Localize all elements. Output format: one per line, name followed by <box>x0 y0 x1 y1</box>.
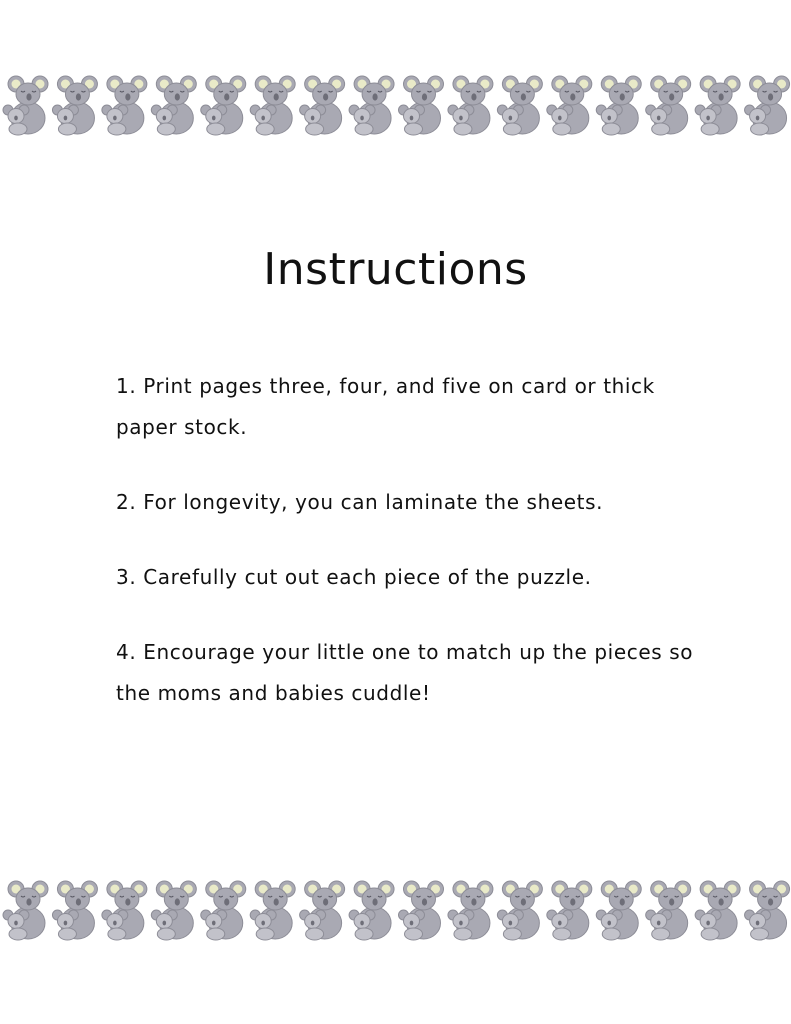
koala-mom-and-baby-icon <box>151 76 196 135</box>
koala-mom-and-baby-icon <box>399 76 444 135</box>
bottom-koala-border-art <box>0 879 791 943</box>
koala-mom-and-baby-icon <box>399 881 444 940</box>
koala-mom-and-baby-icon <box>695 881 740 940</box>
koala-mom-and-baby-icon <box>745 881 790 940</box>
koala-mom-and-baby-icon <box>349 76 394 135</box>
koala-mom-and-baby-icon <box>596 881 641 940</box>
koala-mom-and-baby-icon <box>646 881 691 940</box>
koala-mom-and-baby-icon <box>3 76 48 135</box>
koala-mom-and-baby-icon <box>497 881 542 940</box>
koala-mom-and-baby-icon <box>497 76 542 135</box>
koala-mom-and-baby-icon <box>745 76 790 135</box>
koala-mom-and-baby-icon <box>448 76 493 135</box>
instruction-step-1: 1. Print pages three, four, and five on card or thick paper stock. <box>116 374 655 439</box>
koala-mom-and-baby-icon <box>52 881 97 940</box>
koala-mom-and-baby-icon <box>646 76 691 135</box>
bottom-koala-border <box>0 879 791 943</box>
koala-mom-and-baby-icon <box>300 76 345 135</box>
koala-mom-and-baby-icon <box>201 76 246 135</box>
page-title: Instructions <box>263 244 528 295</box>
koala-mom-and-baby-icon <box>547 76 592 135</box>
instruction-list <box>116 366 716 748</box>
koala-mom-and-baby-icon <box>300 881 345 940</box>
koala-mom-and-baby-icon <box>201 881 246 940</box>
koala-mom-and-baby-icon <box>3 881 48 940</box>
koala-mom-and-baby-icon <box>547 881 592 940</box>
koala-mom-and-baby-icon <box>151 881 196 940</box>
instruction-step-2: 2. For longevity, you can laminate the sheets. <box>116 490 604 514</box>
instruction-step-4: 4. Encourage your little one to match up the pieces so the moms and babies cuddle! <box>116 640 694 705</box>
koala-mom-and-baby-icon <box>448 881 493 940</box>
top-koala-border-art <box>0 74 791 138</box>
koala-mom-and-baby-icon <box>250 881 295 940</box>
koala-mom-and-baby-icon <box>349 881 394 940</box>
instruction-step-3: 3. Carefully cut out each piece of the puzzle. <box>116 565 592 589</box>
koala-mom-and-baby-icon <box>250 76 295 135</box>
koala-mom-and-baby-icon <box>102 881 147 940</box>
top-koala-border <box>0 74 791 138</box>
koala-mom-and-baby-icon <box>596 76 641 135</box>
koala-mom-and-baby-icon <box>102 76 147 135</box>
koala-mom-and-baby-icon <box>52 76 97 135</box>
koala-mom-and-baby-icon <box>695 76 740 135</box>
